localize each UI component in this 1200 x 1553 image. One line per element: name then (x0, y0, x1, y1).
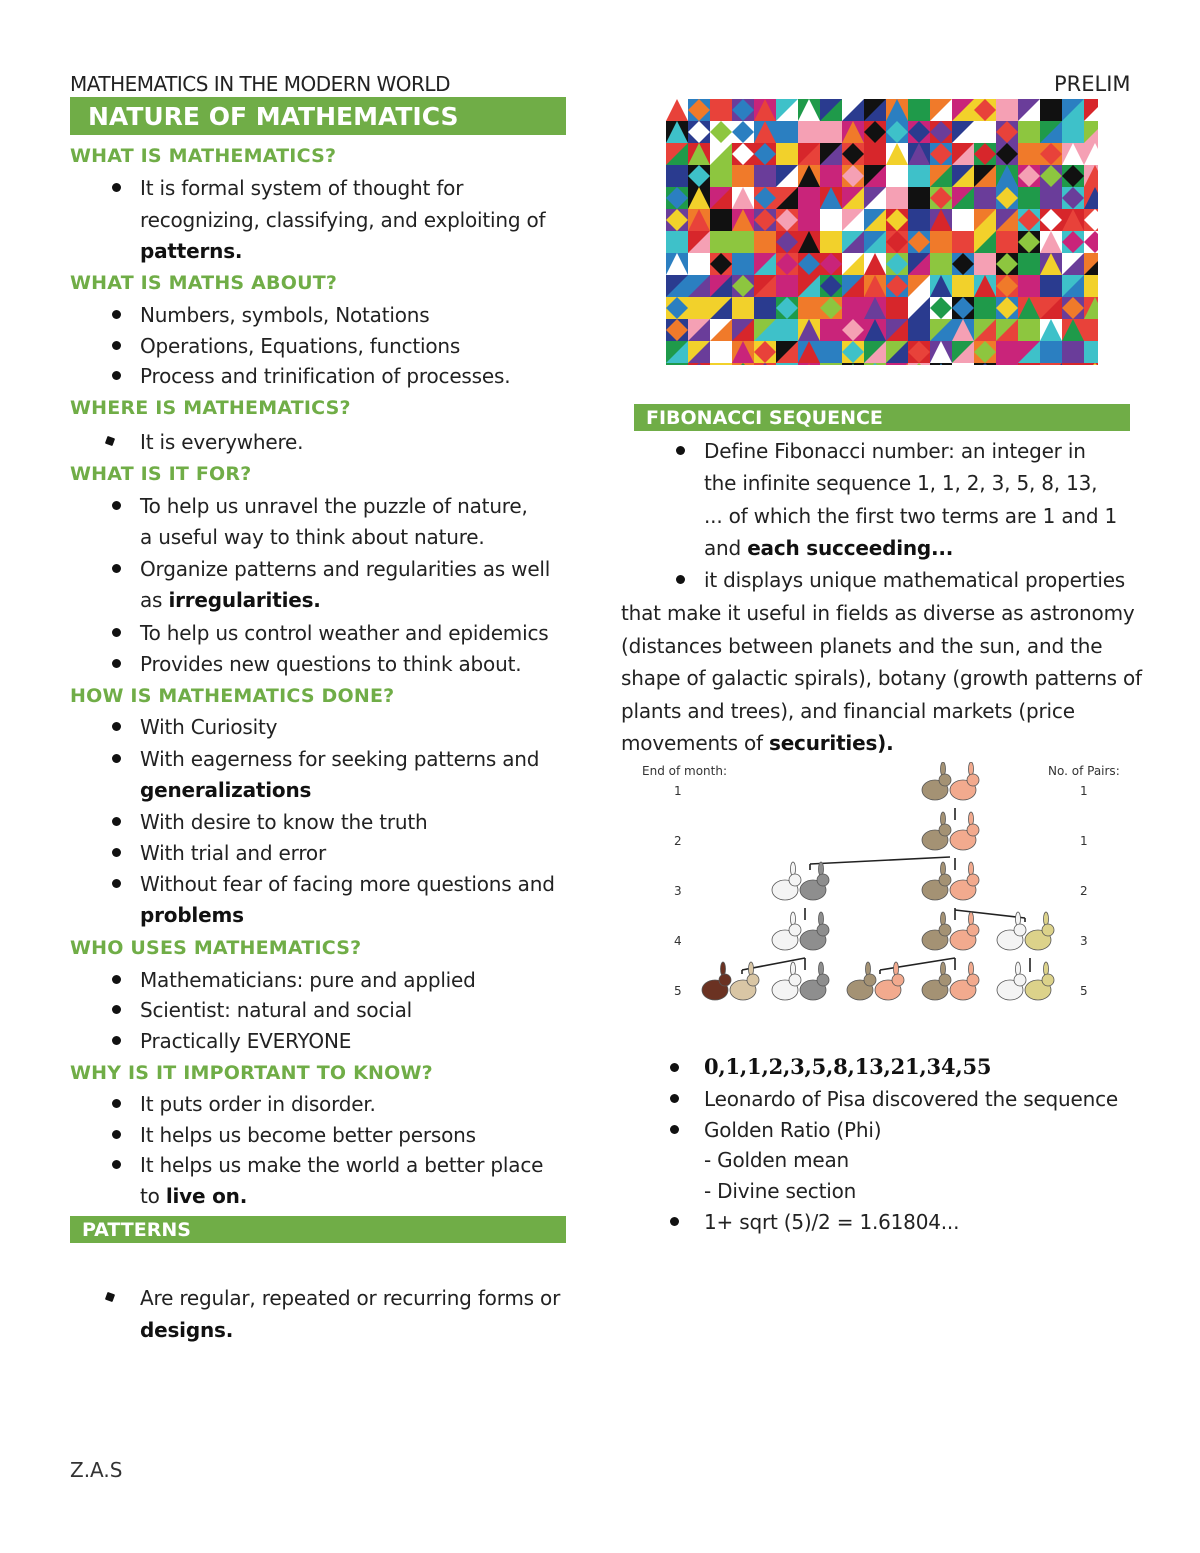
list-subitem: - Divine section (704, 1179, 857, 1203)
mosaic-tile (776, 275, 798, 297)
definition-line: patterns. (140, 239, 243, 263)
mosaic-tile (1018, 121, 1040, 143)
mosaic-tile (732, 297, 754, 319)
pair-count-label: 1 (1080, 834, 1088, 848)
mosaic-tile (908, 187, 930, 209)
mosaic-tile (710, 99, 732, 121)
mosaic-tile (1040, 275, 1062, 297)
text-fragment: as (140, 588, 169, 612)
list-item: Scientist: natural and social (140, 998, 413, 1022)
mosaic-tile (820, 209, 842, 231)
golden-ratio-formula: 1+ sqrt (5)/2 = 1.61804... (704, 1210, 960, 1234)
mosaic-tile (688, 253, 710, 275)
list-item: Mathematicians: pure and applied (140, 968, 476, 992)
list-item (140, 1184, 247, 1208)
mosaic-tile (710, 341, 732, 363)
number-of-pairs-header: No. of Pairs: (1048, 764, 1120, 778)
bullet-icon (112, 879, 121, 888)
mosaic-tile (798, 297, 820, 319)
bullet-icon (112, 975, 121, 984)
mosaic-tile (864, 143, 886, 165)
bullet-icon (676, 575, 685, 584)
bullet-icon (670, 1063, 679, 1072)
bullet-icon (112, 848, 121, 857)
mosaic-tile (1018, 319, 1040, 341)
question-how-is-mathematics-done: HOW IS MATHEMATICS DONE? (70, 685, 395, 707)
patterns-heading: PATTERNS (70, 1216, 566, 1243)
mosaic-tile (820, 165, 842, 187)
list-item: a useful way to think about nature. (140, 525, 485, 549)
question-why-is-it-important: WHY IS IT IMPORTANT TO KNOW? (70, 1062, 433, 1084)
paragraph-line (621, 731, 894, 755)
fibonacci-rabbit-diagram (630, 762, 1130, 1022)
list-item: designs. (140, 1318, 234, 1342)
mosaic-tile (886, 297, 908, 319)
course-title: MATHEMATICS IN THE MODERN WORLD (70, 72, 450, 96)
rabbit-icon (922, 862, 951, 900)
bullet-icon (112, 659, 121, 668)
mosaic-tile (754, 231, 776, 253)
pair-count-label: 5 (1080, 984, 1088, 998)
lineage-line (955, 910, 1025, 918)
mosaic-tile (710, 231, 732, 253)
bullet-icon (670, 1094, 679, 1103)
rabbit-icon (772, 962, 801, 1000)
list-item: It helps us become better persons (140, 1123, 476, 1147)
month-label: 3 (674, 884, 682, 898)
list-item: problems (140, 903, 244, 927)
mosaic-tile (996, 363, 1018, 365)
list-item: Golden Ratio (Phi) (704, 1118, 882, 1142)
list-item: it displays unique mathematical properties (704, 568, 1126, 592)
list-item: ... of which the first two terms are 1 and 1 (704, 504, 1118, 528)
bullet-icon (112, 628, 121, 637)
emphasis-text: live on. (165, 1184, 248, 1208)
question-where-is-mathematics: WHERE IS MATHEMATICS? (70, 397, 351, 419)
mosaic-tile (732, 231, 754, 253)
mosaic-tile (666, 363, 688, 365)
bullet-icon (112, 341, 121, 350)
list-item: Leonardo of Pisa discovered the sequence (704, 1087, 1119, 1111)
rabbit-icon (847, 962, 876, 1000)
mosaic-tile (776, 121, 798, 143)
mosaic-tile (798, 121, 820, 143)
pair-count-label: 3 (1080, 934, 1088, 948)
mosaic-tile (732, 165, 754, 187)
bullet-icon (112, 564, 121, 573)
paragraph-line: plants and trees), and financial markets (price (621, 699, 1075, 723)
mosaic-tile (1062, 341, 1084, 363)
mosaic-tile (666, 231, 688, 253)
text-fragment: and (704, 536, 748, 560)
term-label: PRELIM (1054, 72, 1131, 96)
mosaic-tile (1084, 319, 1098, 341)
mosaic-triangle (1040, 363, 1062, 365)
list-item: With eagerness for seeking patterns and (140, 747, 540, 771)
mosaic-tile (710, 165, 732, 187)
mosaic-tile (952, 275, 974, 297)
list-item: Numbers, symbols, Notations (140, 303, 430, 327)
rabbit-icon (1025, 912, 1054, 950)
bullet-icon (112, 1130, 121, 1139)
bullet-icon (676, 446, 685, 455)
month-label: 4 (674, 934, 682, 948)
mosaic-tile (1018, 143, 1040, 165)
mosaic-tile (820, 231, 842, 253)
mosaic-tile (1040, 99, 1062, 121)
mosaic-triangle (886, 363, 908, 365)
rabbit-icon (922, 762, 951, 800)
mosaic-tile (820, 319, 842, 341)
question-what-is-maths-about: WHAT IS MATHS ABOUT? (70, 272, 338, 294)
month-label: 2 (674, 834, 682, 848)
mosaic-tile (776, 319, 798, 341)
mosaic-tile (996, 341, 1018, 363)
mosaic-tile (820, 341, 842, 363)
mosaic-tile (798, 187, 820, 209)
list-item: With desire to know the truth (140, 810, 428, 834)
mosaic-tile (974, 121, 996, 143)
rabbit-icon (950, 762, 979, 800)
mosaic-triangle (952, 363, 974, 365)
list-item: With Curiosity (140, 715, 278, 739)
bullet-icon (112, 371, 121, 380)
author-initials: Z.A.S (70, 1458, 123, 1482)
bullet-icon (112, 817, 121, 826)
mosaic-tile (1062, 363, 1084, 365)
mosaic-tile (798, 209, 820, 231)
mosaic-tile (1018, 363, 1040, 365)
bullet-icon (670, 1125, 679, 1134)
list-item: It puts order in disorder. (140, 1092, 376, 1116)
mosaic-tile (1084, 275, 1098, 297)
rabbit-icon (702, 962, 731, 1000)
pair-count-label: 1 (1080, 784, 1088, 798)
paragraph-line: that make it useful in fields as diverse as astronomy (621, 601, 1135, 625)
bullet-icon (105, 1292, 115, 1302)
rabbit-icon (922, 912, 951, 950)
bullet-icon (112, 1160, 121, 1169)
list-item: Provides new questions to think about. (140, 652, 522, 676)
emphasis-text: each succeeding... (747, 536, 954, 560)
month-label: 5 (674, 984, 682, 998)
text-fragment: to (140, 1184, 166, 1208)
fibonacci-numbers: 0,1,1,2,3,5,8,13,21,34,55 (704, 1054, 992, 1079)
mosaic-tile (754, 165, 776, 187)
list-item: Are regular, repeated or recurring forms or (140, 1286, 561, 1310)
rabbit-icon (800, 862, 829, 900)
bullet-icon (112, 722, 121, 731)
rabbit-icon (922, 812, 951, 850)
definition-line: It is formal system of thought for (140, 176, 464, 200)
mosaic-tile (908, 209, 930, 231)
mosaic-tile (688, 297, 710, 319)
list-subitem: - Golden mean (704, 1148, 850, 1172)
emphasis-text: securities). (768, 731, 894, 755)
nature-of-mathematics-heading: NATURE OF MATHEMATICS (70, 97, 566, 135)
mosaic-tile (886, 165, 908, 187)
list-item: It is everywhere. (140, 430, 304, 454)
mosaic-tile (908, 319, 930, 341)
fibonacci-heading: FIBONACCI SEQUENCE (634, 404, 1130, 431)
mosaic-tile (1018, 187, 1040, 209)
question-what-is-it-for: WHAT IS IT FOR? (70, 463, 252, 485)
mosaic-tile (820, 121, 842, 143)
list-item: the infinite sequence 1, 1, 2, 3, 5, 8, 13, (704, 471, 1098, 495)
paragraph-line: (distances between planets and the sun, and the (621, 634, 1103, 658)
rabbit-icon (997, 962, 1026, 1000)
emphasis-text: irregularities. (168, 588, 321, 612)
list-item: Operations, Equations, functions (140, 334, 461, 358)
list-item: generalizations (140, 778, 312, 802)
mosaic-tile (776, 363, 798, 365)
mosaic-tile (754, 297, 776, 319)
mosaic-tile (842, 297, 864, 319)
rabbit-icon (772, 912, 801, 950)
list-item: Process and trinification of processes. (140, 364, 511, 388)
definition-line: recognizing, classifying, and exploiting of (140, 208, 546, 232)
list-item: To help us unravel the puzzle of nature, (140, 494, 528, 518)
rabbit-icon (772, 862, 801, 900)
geometric-pattern-image (666, 99, 1098, 365)
lineage-line (810, 857, 950, 864)
list-item: It helps us make the world a better place (140, 1153, 544, 1177)
bullet-icon (112, 1036, 121, 1045)
list-item: Practically EVERYONE (140, 1029, 352, 1053)
bullet-icon (112, 501, 121, 510)
mosaic-tile (776, 143, 798, 165)
bullet-icon (670, 1217, 679, 1226)
mosaic-tile (974, 187, 996, 209)
pair-count-label: 2 (1080, 884, 1088, 898)
list-item: Without fear of facing more questions and (140, 872, 555, 896)
end-of-month-header: End of month: (642, 764, 727, 778)
list-item: Organize patterns and regularities as well (140, 557, 551, 581)
text-fragment: movements of (621, 731, 769, 755)
month-label: 1 (674, 784, 682, 798)
bullet-icon (112, 310, 121, 319)
list-item: With trial and error (140, 841, 326, 865)
mosaic-tile (886, 187, 908, 209)
mosaic-tile (930, 253, 952, 275)
mosaic-tile (732, 253, 754, 275)
mosaic-tile (710, 209, 732, 231)
paragraph-line: shape of galactic spirals), botany (growth patterns of (621, 666, 1142, 690)
question-who-uses-mathematics: WHO USES MATHEMATICS? (70, 937, 362, 959)
list-item (704, 536, 953, 560)
list-item (140, 588, 321, 612)
list-item: Define Fibonacci number: an integer in (704, 439, 1086, 463)
bullet-icon (112, 1005, 121, 1014)
mosaic-pattern-graphic (666, 99, 1098, 365)
mosaic-tile (1018, 253, 1040, 275)
mosaic-tile (1040, 187, 1062, 209)
mosaic-tile (1084, 341, 1098, 363)
mosaic-tile (666, 165, 688, 187)
bullet-icon (112, 754, 121, 763)
rabbit-diagram-graphic (630, 762, 1130, 1022)
bullet-icon (112, 1099, 121, 1108)
list-item: To help us control weather and epidemics (140, 621, 549, 645)
question-what-is-mathematics: WHAT IS MATHEMATICS? (70, 145, 337, 167)
bullet-icon (105, 436, 115, 446)
bullet-icon (112, 183, 121, 192)
mosaic-tile (1040, 341, 1062, 363)
rabbit-icon (922, 962, 951, 1000)
mosaic-tile (908, 99, 930, 121)
mosaic-tile (710, 363, 732, 365)
mosaic-tile (930, 231, 952, 253)
